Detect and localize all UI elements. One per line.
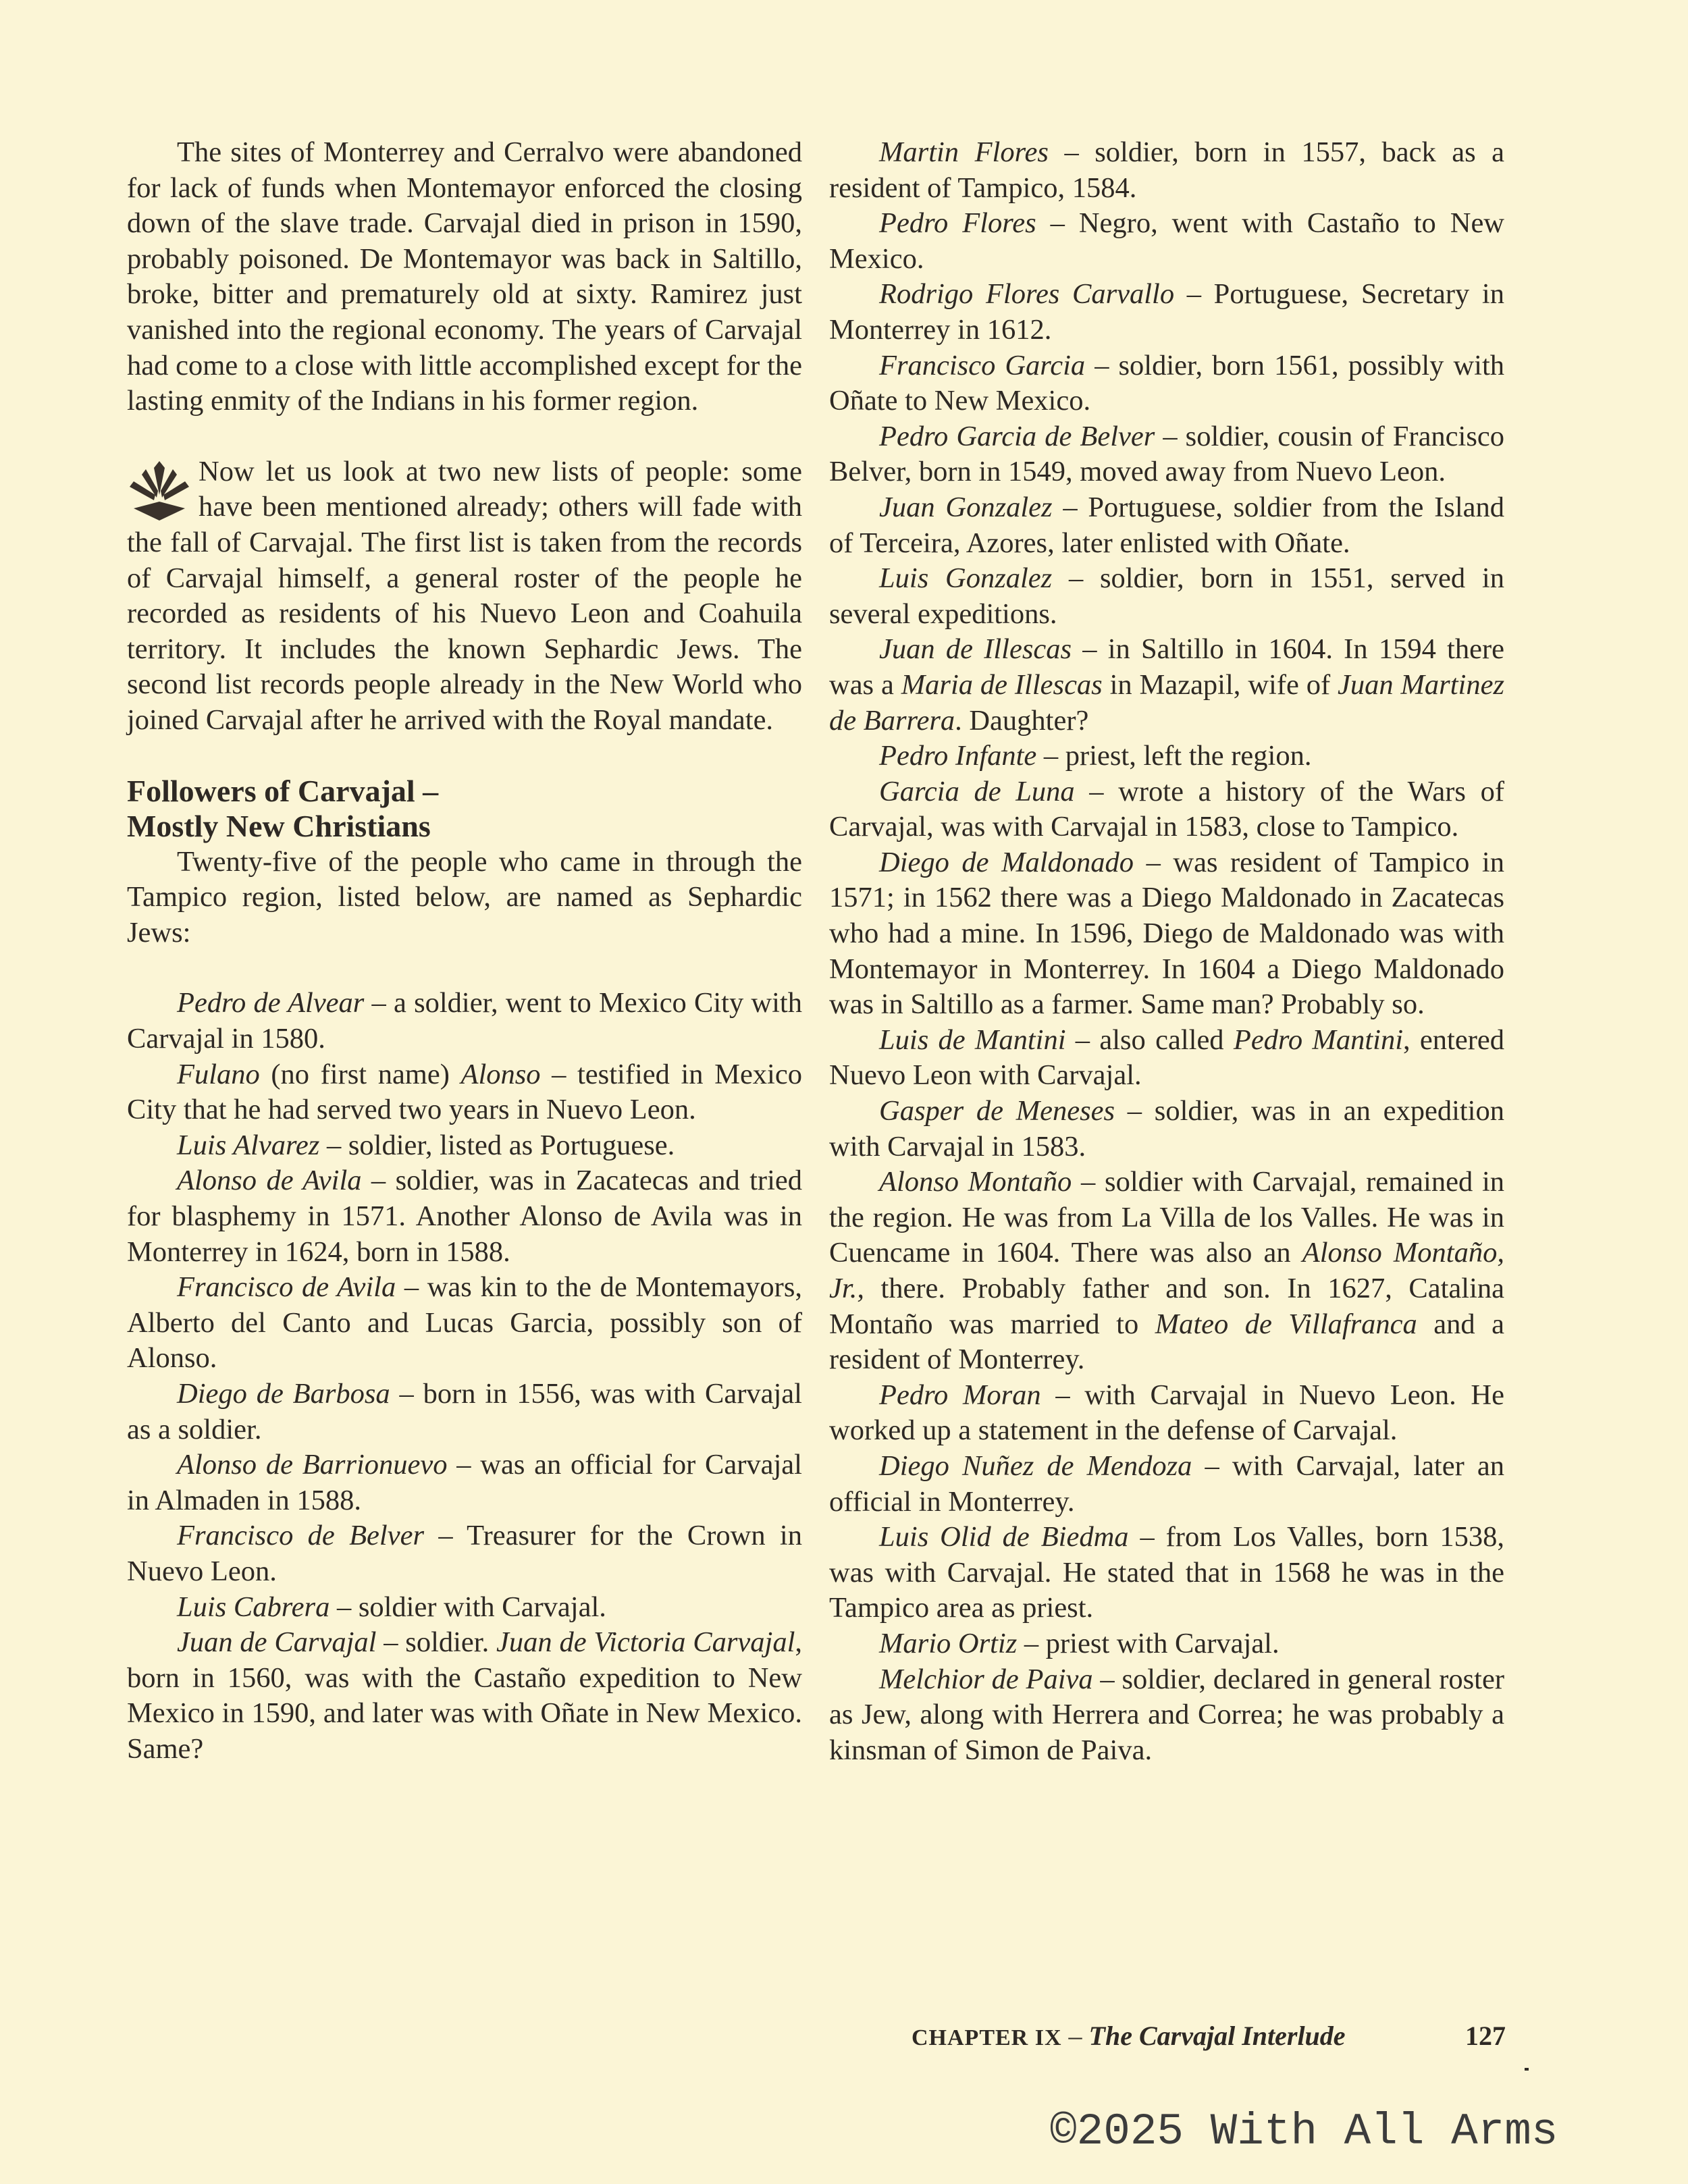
followers-list-left <box>127 986 802 1767</box>
entry-text: – Treasurer for the Crown in Nuevo Leon. <box>127 1520 802 1587</box>
list-entry <box>829 1520 1504 1626</box>
entry-text: – soldier with Carvajal, remained in the region. He was from La Villa de los Valles. He was in Cuencame in 1604. There was also an <box>829 1166 1504 1269</box>
entry-text: – wrote a history of the Wars of Carvajal, was with Carvajal in 1583, close to Tampico. <box>829 775 1505 843</box>
entry-name: Alonso Montaño <box>879 1166 1072 1198</box>
entry-name: Pedro Moran <box>879 1379 1041 1411</box>
entry-name: Alonso Montaño, Jr., <box>829 1237 1504 1304</box>
running-footer: CHAPTER IX – The Carvajal Interlude 127 <box>912 2019 1506 2056</box>
entry-text: – soldier, born in 1557, back as a resident of Tampico, 1584. <box>829 136 1504 204</box>
list-entry <box>127 1447 802 1518</box>
list-entry <box>127 1377 802 1447</box>
list-entry <box>127 986 802 1057</box>
entry-text: – a soldier, went to Mexico City with Carvajal in 1580. <box>127 987 802 1055</box>
list-entry <box>829 135 1504 206</box>
list-entry <box>127 1625 802 1767</box>
entry-text: – with Carvajal in Nuevo Leon. He worked up a statement in the defense of Carvajal. <box>829 1379 1504 1447</box>
entry-name: Luis de Mantini <box>879 1023 1066 1056</box>
lists-intro-paragraph: Now let us look at two new lists of people: some have been mentioned already; others will fade with the fall of Carvajal. The first list is taken from the records of Carvajal himself, a general roster of the people he recorded as residents of his Nuevo Leon and Coahuila territory. It includes the known Sephardic Jews. The second list records people already in the New World who joined Carvajal after he arrived with the Royal mandate. <box>127 455 802 736</box>
entry-name: Juan Gonzalez <box>879 491 1053 523</box>
entry-name: Pedro de Alvear <box>177 987 365 1019</box>
left-column <box>127 135 802 1767</box>
followers-list-right <box>829 135 1504 1768</box>
list-entry <box>829 206 1504 277</box>
list-entry <box>829 1662 1504 1769</box>
intro-paragraph: The sites of Monterrey and Cerralvo were abandoned for lack of funds when Montemayor enforced the closing down of the slave trade. Carvajal died in prison in 1590, probably poisoned. De Montemayor was back in Saltillo, broke, bitter and prematurely old at sixty. Ramirez just vanished into the regional economy. The years of Carvajal had come to a close with little accomplished except for the lasting enmity of the Indians in his former region. <box>127 136 802 417</box>
list-entry <box>127 1518 802 1589</box>
entry-text: , entered Nuevo Leon with Carvajal. <box>829 1023 1504 1092</box>
entry-text: – soldier, born 1561, possibly with Oñate to New Mexico. <box>829 349 1504 417</box>
list-entry <box>829 419 1504 490</box>
page-number: 127 <box>1465 2021 1506 2051</box>
chapter-title: The Carvajal Interlude <box>1088 2021 1346 2051</box>
section-intro: Twenty-five of the people who came in through the Tampico region, listed below, are named as Sephardic Jews: <box>127 845 802 949</box>
list-entry <box>127 1128 802 1164</box>
entry-text: in Mazapil, wife of <box>1102 668 1338 701</box>
list-entry <box>829 1165 1504 1378</box>
entry-name: Fulano <box>177 1058 260 1090</box>
entry-name: Alonso de Barrionuevo <box>177 1449 448 1481</box>
entry-text: – Portuguese, soldier from the Island of Terceira, Azores, later enlisted with Oñate. <box>829 491 1504 559</box>
entry-text: – soldier, listed as Portuguese. <box>319 1129 675 1161</box>
entry-text: – also called <box>1065 1023 1234 1056</box>
entry-text: – with Carvajal, later an official in Monterrey. <box>829 1449 1504 1518</box>
entry-text: – priest, left the region. <box>1036 740 1312 772</box>
entry-text: – soldier. <box>376 1626 497 1659</box>
entry-name: Pedro Flores <box>879 207 1036 240</box>
entry-text: . Daughter? <box>955 704 1089 737</box>
list-entry <box>829 1023 1504 1094</box>
entry-name: Diego Nuñez de Mendoza <box>879 1449 1192 1482</box>
entry-name: Luis Gonzalez <box>879 562 1053 595</box>
entry-name: Pedro Infante <box>879 740 1037 772</box>
entry-text: – was an official for Carvajal in Almaden in 1588. <box>127 1449 802 1516</box>
list-entry <box>829 632 1504 739</box>
entry-text: – from Los Valles, born 1538, was with Carvajal. He stated that in 1568 he was in the Tampico area as priest. <box>829 1521 1504 1624</box>
entry-text: – in Saltillo in 1604. In 1594 there was a <box>829 633 1504 701</box>
entry-text: – Portuguese, Secretary in Monterrey in 1612. <box>829 278 1504 346</box>
entry-text: there. Probably father and son. In 1627, Catalina Montaño was married to <box>829 1273 1504 1340</box>
entry-name: Diego de Barbosa <box>177 1378 390 1410</box>
entry-text: – soldier, declared in general roster as Jew, along with Herrera and Correa; he was probably a kinsman of Simon de Paiva. <box>829 1663 1505 1766</box>
entry-name: Juan de Carvajal <box>177 1626 377 1659</box>
entry-text: – was kin to the de Montemayors, Alberto del Canto and Lucas Garcia, possibly son of Alonso. <box>127 1271 802 1375</box>
entry-name: Francisco Garcia <box>879 349 1086 381</box>
entry-name: Garcia de Luna <box>879 775 1075 807</box>
list-entry <box>829 561 1504 632</box>
entry-text: – soldier, was in Zacatecas and tried for blasphemy in 1571. Another Alonso de Avila was in Monterrey in 1624, born in 1588. <box>127 1165 802 1268</box>
entry-name: Juan de Illescas <box>879 633 1072 666</box>
entry-name: Alonso de Avila <box>177 1165 362 1197</box>
list-entry <box>829 1378 1504 1449</box>
list-entry <box>829 1449 1504 1520</box>
entry-text: – was resident of Tampico in 1571; in 1562 there was a Diego Maldonado in Zacatecas who had a mine. In 1596, Diego de Maldonado was with Montemayor in Monterrey. In 1604 a Diego Maldonado was in Saltillo as a farmer. Same man? Probably so. <box>829 846 1504 1021</box>
list-entry <box>127 1163 802 1270</box>
list-entry <box>829 348 1504 419</box>
entry-name: Gasper de Meneses <box>879 1095 1115 1127</box>
section-heading: Followers of Carvajal – Mostly New Christians <box>127 773 439 844</box>
entry-text: , born in 1560, was with the Castaño expedition to New Mexico in 1590, and later was with Oñate in New Mexico. Same? <box>127 1626 803 1765</box>
entry-text: – Negro, went with Castaño to New Mexico. <box>829 207 1505 275</box>
list-entry <box>829 1094 1504 1165</box>
list-entry <box>127 1590 802 1626</box>
entry-name: Juan de Victoria Carvajal <box>496 1626 795 1659</box>
entry-name: Alonso <box>460 1058 541 1090</box>
entry-name: Luis Cabrera <box>177 1591 330 1623</box>
chapter-label: CHAPTER IX <box>912 2025 1062 2050</box>
stray-mark <box>1525 2068 1529 2071</box>
entry-name: Juan Martinez de Barrera <box>829 668 1504 737</box>
entry-text: – born in 1556, was with Carvajal as a soldier. <box>127 1378 802 1445</box>
fleuron-icon <box>127 460 192 522</box>
entry-name: Melchior de Paiva <box>879 1663 1093 1695</box>
entry-name: Luis Alvarez <box>177 1129 320 1161</box>
entry-text: – soldier, was in an expedition with Carvajal in 1583. <box>829 1095 1504 1163</box>
copyright-watermark: ©2025 With All Arms <box>1050 2106 1558 2157</box>
list-entry <box>829 739 1504 774</box>
entry-name: Maria de Illescas <box>901 668 1103 701</box>
list-entry <box>829 845 1504 1023</box>
entry-text: – priest with Carvajal. <box>1017 1627 1280 1659</box>
entry-text: (no first name) <box>259 1058 461 1090</box>
entry-name: Francisco de Avila <box>177 1271 396 1304</box>
entry-name: Pedro Mantini <box>1233 1023 1404 1056</box>
list-entry <box>829 277 1504 348</box>
entry-name: Pedro Garcia de Belver <box>879 420 1155 452</box>
list-entry <box>829 1626 1504 1662</box>
entry-text: – soldier, born in 1551, served in several expeditions. <box>829 562 1504 630</box>
list-entry <box>829 774 1504 845</box>
entry-name: Mateo de Villafranca <box>1155 1308 1417 1340</box>
entry-text: – soldier, cousin of Francisco Belver, born in 1549, moved away from Nuevo Leon. <box>829 420 1505 488</box>
entry-text: and a resident of Monterrey. <box>829 1308 1504 1376</box>
list-entry <box>829 490 1504 561</box>
list-entry <box>127 1270 802 1377</box>
entry-name: Rodrigo Flores Carvallo <box>879 278 1175 311</box>
entry-name: Mario Ortiz <box>879 1627 1018 1659</box>
entry-text: – testified in Mexico City that he had served two years in Nuevo Leon. <box>127 1058 802 1126</box>
entry-name: Luis Olid de Biedma <box>879 1521 1129 1553</box>
right-column <box>829 135 1504 1768</box>
list-entry <box>127 1057 802 1128</box>
entry-name: Diego de Maldonado <box>879 846 1134 878</box>
entry-text: – soldier with Carvajal. <box>329 1591 606 1623</box>
entry-name: Francisco de Belver <box>177 1520 424 1552</box>
entry-name: Martin Flores <box>879 136 1049 168</box>
